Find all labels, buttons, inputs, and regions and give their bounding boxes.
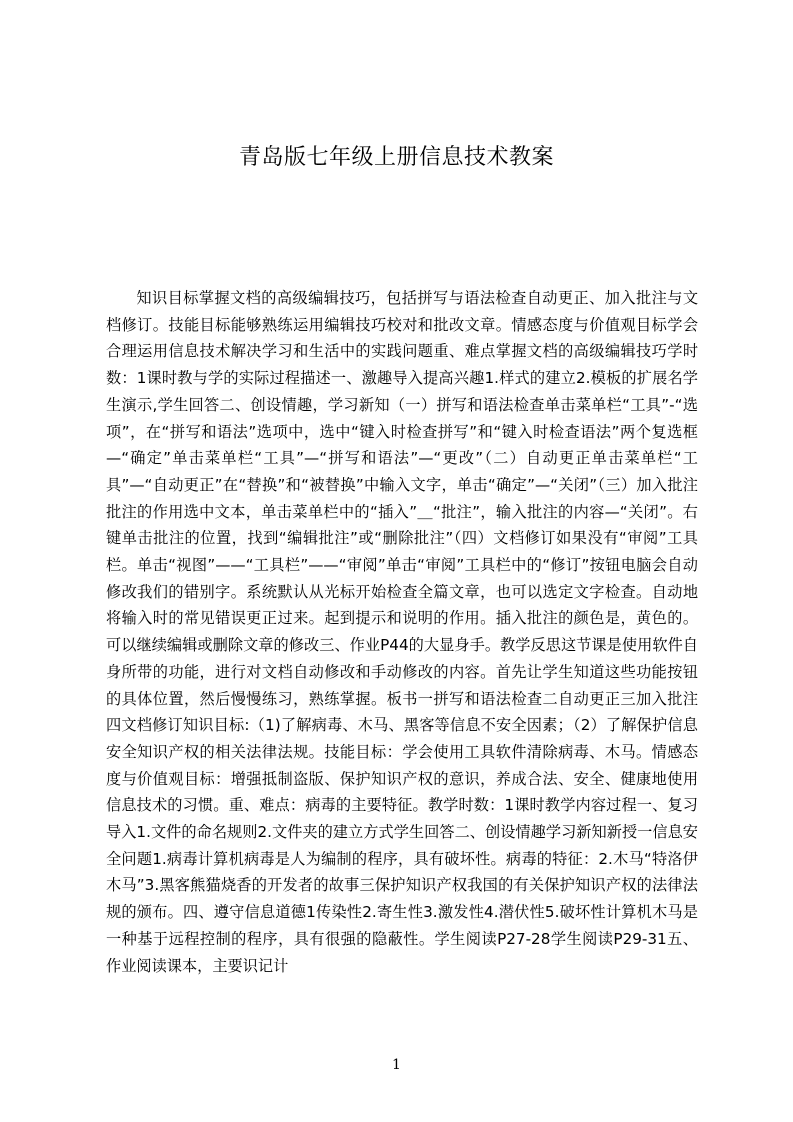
document-body-paragraph: 知识目标掌握文档的高级编辑技巧，包括拼写与语法检查自动更正、加入批注与文档修订。技能目标能够熟练运用编辑技巧校对和批改文章。情感态度与价值观目标学会合理运用信息技术解决学习和生活中的实践问题重、难点掌握文档的高级编辑技巧学时数：1课时教与学的实际过程描述一、激趣导入提高兴趣1.样式的建立2.模板的扩展名学生演示,学生回答二、创设情趣，学习新知（一）拼写和语法检查单击菜单栏“工具”-“选项”，在“拼写和语法”选项中，选中“键入时检查拼写”和“键入时检查语法”两个复选框—“确定”单击菜单栏“工具”—“拼写和语法”—“更改”（二）自动更正单击菜单栏“工具”—“自动更正”在“替换”和“被替换”中输入文字，单击“确定”—“关闭”（三）加入批注批注的作用选中文本，单击菜单栏中的“插入”＿“批注”，输入批注的内容—“关闭”。右键单击批注的位置，找到“编辑批注”或“删除批注”（四）文档修订如果没有“审阅”工具栏。单击“视图”——“工具栏”——“审阅”单击“审阅”工具栏中的“修订”按钮电脑会自动修改我们的错别字。系统默认从光标开始检查全篇文章，也可以选定文字检查。自动地将输入时的常见错误更正过来。起到提示和说明的作用。插入批注的颜色是，黄色的。可以继续编辑或删除文章的修改三、作业P44的大显身手。教学反思这节课是使用软件自身所带的功能，进行对文档自动修改和手动修改的内容。首先让学生知道这些功能按钮的具体位置，然后慢慢练习，熟练掌握。板书一拼写和语法检查二自动更正三加入批注四文档修订知识目标:（1)了解病毒、木马、黑客等信息不安全因素；（2）了解保护信息安全知识产权的相关法律法规。技能目标：学会使用工具软件清除病毒、木马。情感态度与价值观目标：增强抵制盗版、保护知识产权的意识，养成合法、安全、健康地使用信息技术的习惯。重、难点：病毒的主要特征。教学时数：1课时教学内容过程一、复习导入1.文件的命名规则2.文件夹的建立方式学生回答二、创设情趣学习新知新授一信息安全问题1.病毒计算机病毒是人为编制的程序，具有破坏性。病毒的特征：2.木马“特洛伊木马”3.黑客熊猫烧香的开发者的故事三保护知识产权我国的有关保护知识产权的法律法规的颁布。四、遵守信息道德1传染性2.寄生性3.激发性4.潜伏性5.破坏性计算机木马是一种基于远程控制的程序，具有很强的隐蔽性。学生阅读P27-28学生阅读P29-31五、作业阅读课本，主要识记计 [106,289,698,975]
document-title: 青岛版七年级上册信息技术教案 [238,145,554,170]
page-number: 1 [392,1057,401,1073]
